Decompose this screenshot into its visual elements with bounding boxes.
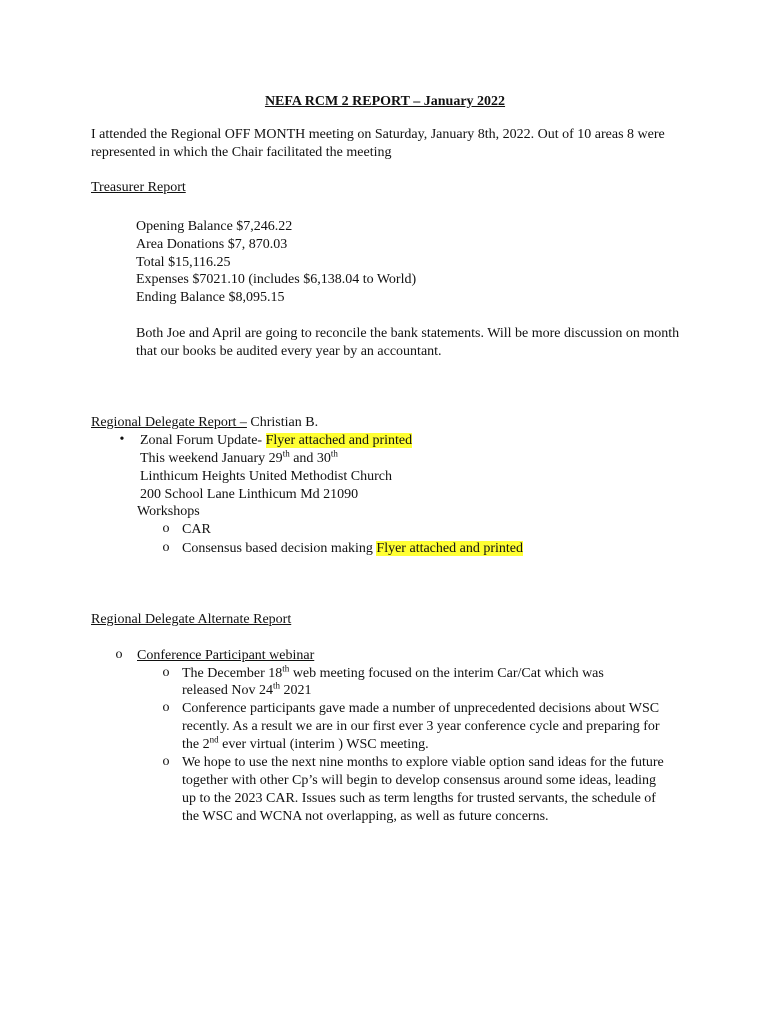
conference-decisions (182, 700, 670, 754)
ending-balance: Ending Balance $8,095.15 (136, 290, 285, 305)
circle-bullet-icon: o (162, 521, 170, 536)
expenses: Expenses $7021.10 (includes $6,138.04 to World) (136, 272, 417, 287)
weekend-sup-1: th (282, 448, 290, 459)
circle-bullet-icon: o (115, 647, 123, 662)
zonal-forum-item (140, 432, 412, 450)
p1-text-a: The December 18 (182, 666, 283, 681)
circle-bullet-icon: o (162, 700, 170, 715)
alternate-heading: Regional Delegate Alternate Report (91, 612, 292, 627)
p1-sup: th (282, 663, 290, 674)
p2-sup: nd (209, 734, 219, 745)
church-address: 200 School Lane Linthicum Md 21090 (140, 487, 359, 502)
webinar-title: Conference Participant webinar (137, 648, 315, 663)
weekend-text-a: This weekend January 29 (140, 451, 283, 466)
future-plans: We hope to use the next nine months to explore viable option sand ideas for the future together with other Cp’s will begin to develop consensus around some ideas, leading up to the 2023 CAR. Issues such as term lengths for trusted servants, the schedule of the WSC and WCNA not overlapping, as well as future concerns. (182, 755, 664, 824)
workshop-car: CAR (182, 522, 211, 537)
p1-text-b: web meeting focused on the interim Car/Cat which was (289, 666, 604, 681)
total: Total $15,116.25 (136, 255, 231, 270)
opening-balance: Opening Balance $7,246.22 (136, 219, 293, 234)
flyer-highlight: Flyer attached and printed (265, 433, 413, 448)
area-donations: Area Donations $7, 870.03 (136, 237, 288, 252)
church-name: Linthicum Heights United Methodist Church (140, 469, 392, 484)
circle-bullet-icon: o (162, 754, 170, 769)
report-title: NEFA RCM 2 REPORT – January 2022 (264, 94, 506, 109)
december-meeting-line2 (182, 682, 311, 700)
delegate-name: Christian B. (246, 415, 319, 430)
december-meeting-line1 (182, 665, 604, 683)
intro-paragraph: I attended the Regional OFF MONTH meeting on Saturday, January 8th, 2022. Out of 10 areas 8 were represented in which the Chair facilitated the meeting (91, 127, 665, 160)
weekend-text-b: and 30 (289, 451, 331, 466)
delegate-heading: Regional Delegate Report – (91, 415, 247, 430)
circle-bullet-icon: o (162, 540, 170, 555)
p2-text-b: ever virtual (interim ) WSC meeting. (218, 737, 429, 752)
workshop-consensus (182, 540, 523, 558)
p2-text-a: Conference participants gave made a number of unprecedented decisions about WSC recently. As a result we are in our first ever 3 year conference cycle and preparing for the 2 (182, 701, 660, 752)
p1-text-d: 2021 (279, 683, 312, 698)
delegate-heading-line (91, 414, 318, 432)
treasurer-heading: Treasurer Report (91, 180, 186, 195)
treasurer-note: Both Joe and April are going to reconcile the bank statements. Will be more discussion on month that our books be audited every year by an accountant. (136, 326, 680, 359)
circle-bullet-icon: o (162, 665, 170, 680)
flyer-highlight: Flyer attached and printed (376, 541, 523, 556)
workshops-label: Workshops (137, 504, 200, 519)
weekend-sup-2: th (330, 448, 338, 459)
workshop-consensus-label: Consensus based decision making (182, 541, 377, 556)
bullet-icon: • (119, 432, 125, 447)
weekend-dates (140, 450, 338, 468)
zonal-forum-label: Zonal Forum Update- (140, 433, 266, 448)
p1-text-c: released Nov 24 (182, 683, 273, 698)
p1-sup-2: th (272, 680, 280, 691)
